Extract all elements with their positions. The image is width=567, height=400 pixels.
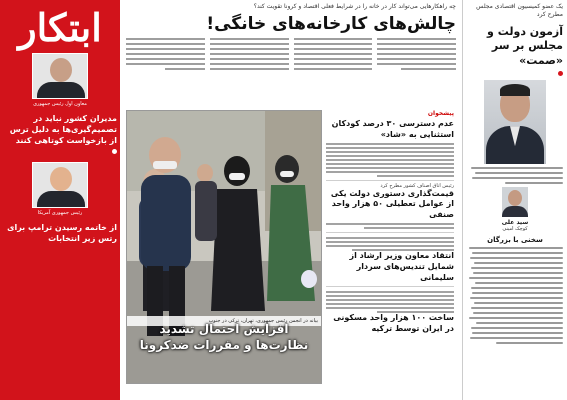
news-story[interactable] — [326, 117, 454, 181]
story-headline: قیمت‌گذاری دستوری دولت یکی از عوامل تعطیلی ۵۰ هزار واحد صنفی — [330, 188, 454, 220]
column-body-text — [467, 247, 563, 344]
panel-title: پیشخوان — [427, 110, 454, 117]
left-headline-2[interactable]: از خاتمه رسیدن ترامپ برای رتس زیر انتخابات — [7, 222, 117, 243]
story-headline: عدم دسترسی ۳۰ درصد کودکان استثنایی به «شاد» — [331, 119, 454, 139]
news-panel — [326, 110, 454, 390]
continue-tag — [3, 149, 117, 154]
news-story[interactable] — [326, 287, 454, 338]
main-story-text — [126, 38, 456, 73]
story-kicker: رئیس اتاق اصناف کشور مطرح کرد — [380, 182, 454, 189]
center-column — [120, 0, 462, 400]
trump-photo — [32, 162, 88, 208]
columnist-name: سید علی — [501, 219, 529, 227]
continue-dot-icon — [112, 149, 117, 154]
right-headline[interactable]: آزمون دولت و مجلس بر سر «صمت» — [487, 24, 563, 68]
right-kicker: یک عضو کمیسیون اقتصادی مجلس مطرح کرد — [476, 3, 563, 18]
story-headline: انتقاد معاون وزیر ارشاد از شمایل تندیس‌های سردار سلیمانی — [349, 250, 454, 282]
news-story[interactable] — [326, 181, 454, 233]
main-headline[interactable]: چالش‌های کارخانه‌های خانگی! — [206, 14, 456, 34]
photo-headline[interactable] — [133, 321, 315, 353]
masthead-band — [0, 0, 120, 400]
photo-caption: بیانه در انجمن رئیس جمهوری، تهران، ترکی در جنوب — [127, 316, 321, 326]
right-body-text — [467, 167, 563, 184]
continue-dot-icon — [558, 71, 563, 76]
photo-headline-line2: نظارت‌ها و مقررات ضدکرونا — [139, 337, 309, 352]
main-kicker: چه راهکارهایی می‌تواند کار در خانه را در شرایط فعلی اقتصاد و کرونا تقویت کند؟ — [253, 3, 456, 10]
minister-portrait — [484, 80, 546, 164]
left-headline-1[interactable]: مدیران کشور نباید در تصمیم‌گیری‌ها به دلیل ترس از بازخواست کوتاهی کنند — [9, 114, 117, 146]
news-story[interactable] — [326, 233, 454, 287]
vice-president-photo — [32, 53, 88, 99]
photo-headline-line1: افزایش احتمال تشدید — [159, 321, 289, 336]
column-title[interactable]: سخنی با بزرگان — [487, 236, 543, 245]
newspaper-masthead[interactable]: ابتکار — [18, 5, 102, 50]
continue-tag — [467, 71, 563, 76]
story-headline: ساخت ۱۰۰ هزار واحد مسکونی در ایران توسط ترکیه — [333, 313, 454, 334]
trump-caption: رئیس جمهوری آمریکا — [37, 209, 83, 216]
columnist-role: کوچک امینی — [502, 226, 528, 233]
right-column — [462, 0, 567, 400]
street-photo[interactable] — [126, 110, 322, 384]
columnist-portrait — [502, 187, 528, 217]
vice-president-caption: معاون اول رئیس جمهوری — [33, 101, 87, 107]
